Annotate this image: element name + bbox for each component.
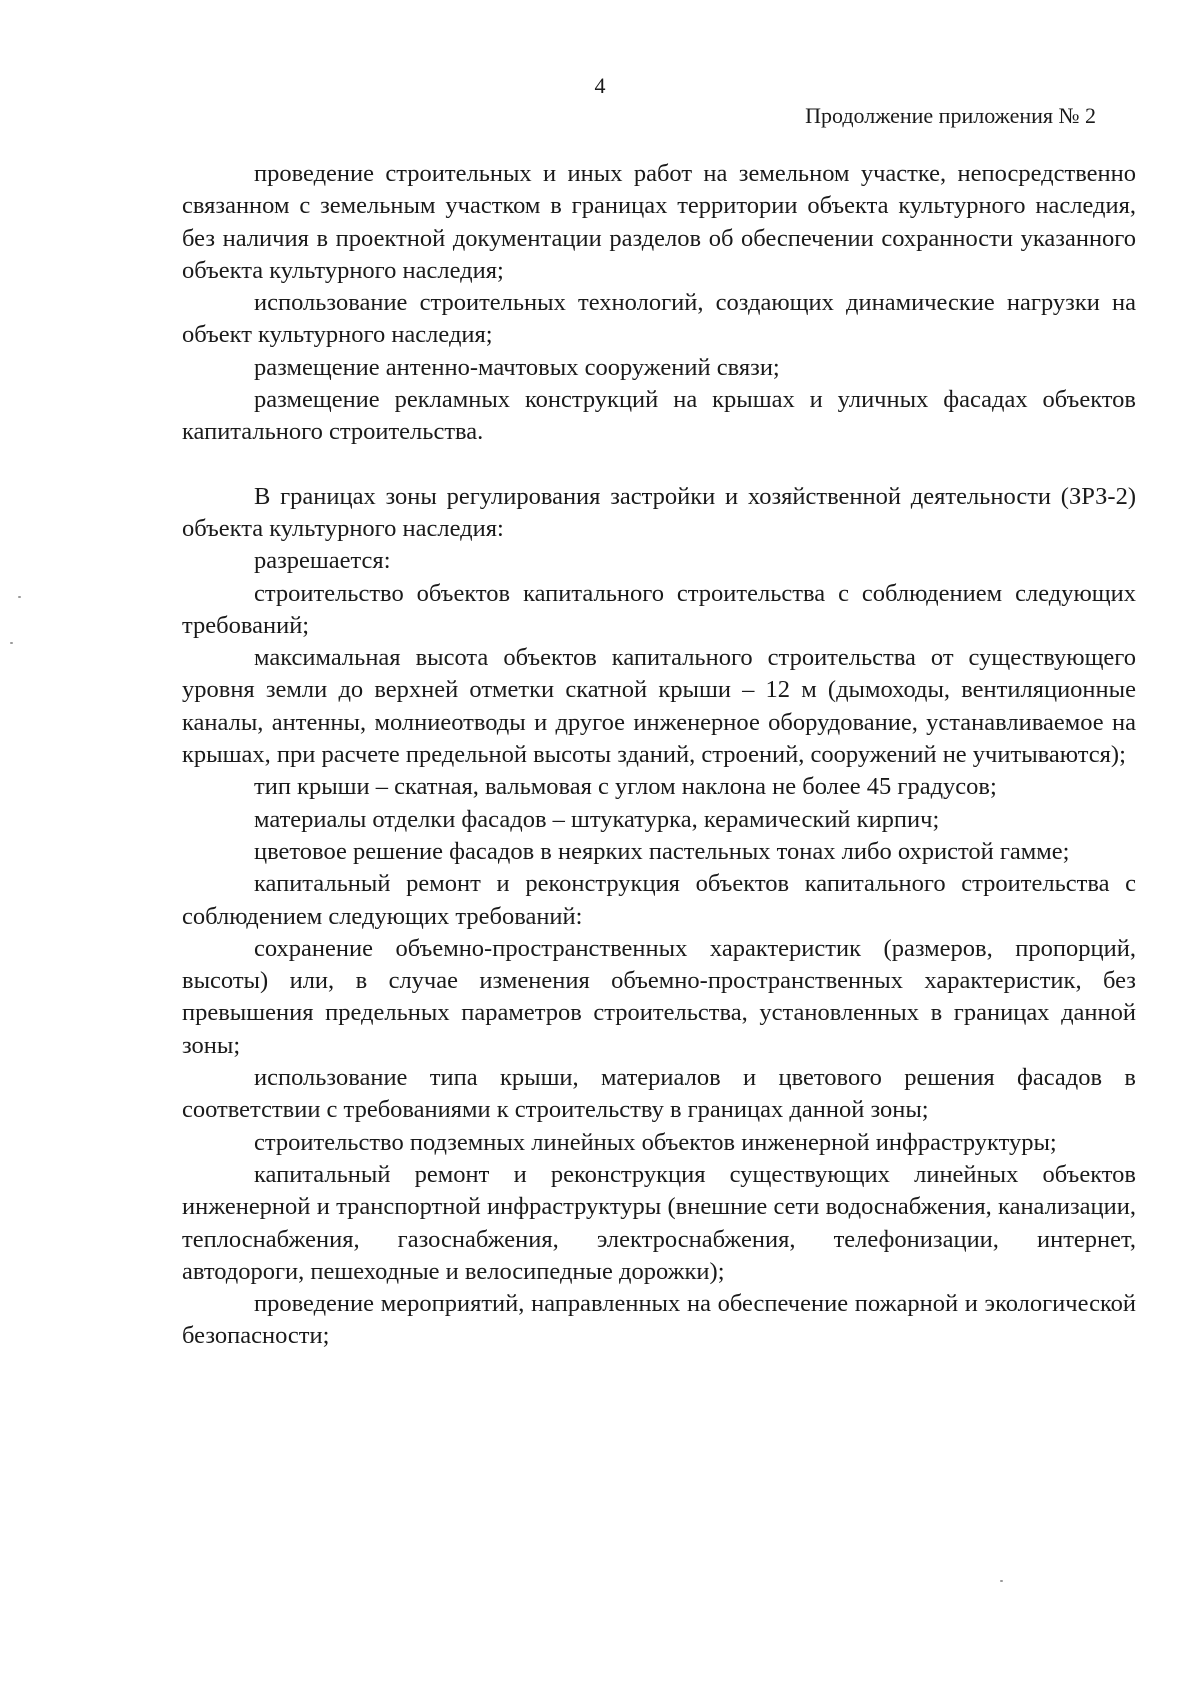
paragraph: проведение мероприятий, направленных на обеспечение пожарной и экологической безопасности; [182, 1290, 1136, 1350]
paragraph: материалы отделки фасадов – штукатурка, керамический кирпич; [254, 805, 940, 833]
appendix-continuation-note: Продолжение приложения № 2 [805, 103, 1096, 128]
document-body [182, 158, 1136, 1353]
paragraph: разрешается: [254, 547, 391, 575]
paragraph: размещение антенно-мачтовых сооружений связи; [254, 353, 780, 381]
paragraph: проведение строительных и иных работ на земельном участке, непосредственно связанном с земельным участком в границах территории объекта культурного наследия, без наличия в проектной документации разделов об обеспечении сохранности указанного объекта культурного наследия; [182, 160, 1136, 284]
paragraph: тип крыши – скатная, вальмовая с углом наклона не более 45 градусов; [254, 773, 997, 801]
paragraph: строительство объектов капитального строительства с соблюдением следующих требований; [182, 579, 1136, 639]
paragraph: использование типа крыши, материалов и цветового решения фасадов в соответствии с требованиями к строительству в границах данной зоны; [182, 1064, 1136, 1124]
paragraph: сохранение объемно-пространственных характеристик (размеров, пропорций, высоты) или, в случае изменения объемно-пространственных характеристик, без превышения предельных параметров строительства, установленных в границах данной зоны; [182, 934, 1136, 1059]
paragraph: использование строительных технологий, создающих динамические нагрузки на объект культурного наследия; [182, 289, 1136, 349]
paragraph: максимальная высота объектов капитального строительства от существующего уровня земли до верхней отметки скатной крыши – 12 м (дымоходы, вентиляционные каналы, антенны, молниеотводы и другое инженерное оборудование, устанавливаемое на крышах, при расчете предельной высоты зданий, строений, сооружений не учитываются); [182, 644, 1136, 769]
paragraph: строительство подземных линейных объектов инженерной инфраструктуры; [254, 1128, 1057, 1156]
paragraph: размещение рекламных конструкций на крышах и уличных фасадах объектов капитального строительства. [182, 386, 1136, 446]
scan-speck [10, 642, 13, 644]
paragraph: капитальный ремонт и реконструкция объектов капитального строительства с соблюдением следующих требований: [182, 870, 1136, 930]
paragraph: капитальный ремонт и реконструкция существующих линейных объектов инженерной и транспортной инфраструктуры (внешние сети водоснабжения, канализации, теплоснабжения, газоснабжения, электроснабжения, телефонизации, интернет, автодороги, пешеходные и велосипедные дорожки); [182, 1160, 1136, 1285]
scan-speck [18, 596, 21, 598]
page-number: 4 [594, 73, 606, 98]
scan-speck [1000, 1580, 1003, 1582]
paragraph: цветовое решение фасадов в неярких пастельных тонах либо охристой гамме; [254, 837, 1070, 865]
section-intro-paragraph: В границах зоны регулирования застройки и хозяйственной деятельности (ЗРЗ-2) объекта культурного наследия: [182, 482, 1136, 542]
